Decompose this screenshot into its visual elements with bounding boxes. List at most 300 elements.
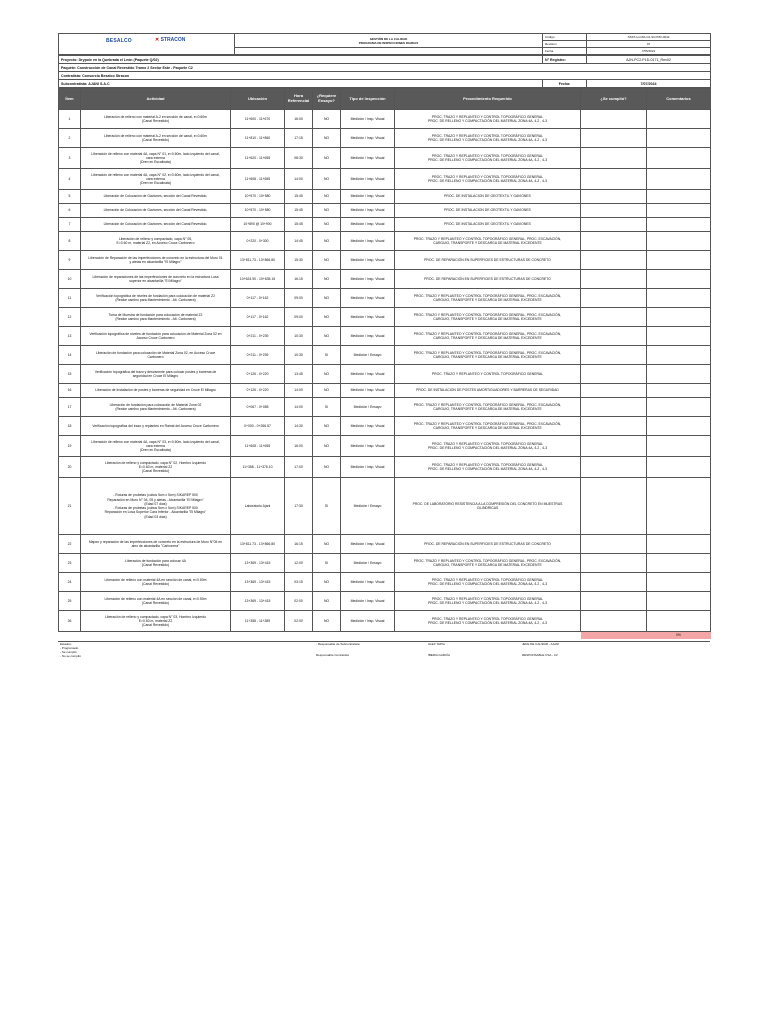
row-se-cumplio (581, 251, 647, 270)
row-se-cumplio (581, 148, 647, 169)
row-item: 21 (59, 478, 81, 535)
row-se-cumplio (581, 204, 647, 218)
row-se-cumplio (581, 457, 647, 478)
row-comentarios (647, 436, 711, 457)
row-comentarios (647, 346, 711, 365)
row-actividad: Liberación de fundación para colocación de Material Zona 02, en Acceso Cruce Carbonero (81, 346, 231, 365)
row-tipo-inspeccion: Medición / Insp. Visual (341, 218, 395, 232)
row-actividad: Verificación topográfica de niveles de fundación para colocación de material Z2 (Realce camino para Mantenimiento - Alt. Carbonera) (81, 289, 231, 308)
row-item: 14 (59, 346, 81, 365)
row-ubicacion: 10+570 - 10+580 (231, 204, 285, 218)
row-ubicacion: 11+358 - 11+389 (231, 611, 285, 632)
codigo-value: SSST-H-CPA-C2-SGYPR-0042 (587, 34, 711, 41)
resp-con-role: RESPONSABLE CSA - C2 (522, 653, 558, 657)
row-actividad: Liberación de Colocación de Gaviones, sección del Canal Revestido. (81, 204, 231, 218)
row-hora: 14:00 (285, 384, 313, 398)
resp-names (426, 642, 520, 659)
row-hora: 17:00 (285, 457, 313, 478)
row-ubicacion: 13+369 - 13+415 (231, 592, 285, 611)
row-ubicacion: 13+369 - 13+415 (231, 573, 285, 592)
resp-con-name: IBERIA GARCÍA (428, 653, 451, 657)
row-procedimiento: PROC. DE INSTALACION DE GEOTEXTIL Y GAVIONES (395, 190, 581, 204)
row-se-cumplio (581, 436, 647, 457)
table-header-row (59, 89, 711, 110)
row-comentarios (647, 384, 711, 398)
row-actividad: Liberación de relleno con material 4A, capa N° 02, e=0.60m, lado izquierdo del canal, cara externa (Dren en Escalinata) (81, 169, 231, 190)
row-actividad: Verificación topográfica del trazo y replanteo en Ramal del Acceso Cruce Carbonero (81, 417, 231, 436)
revision-value: 07 (587, 41, 711, 48)
row-se-cumplio (581, 417, 647, 436)
row-se-cumplio (581, 554, 647, 573)
row-comentarios (647, 289, 711, 308)
row-comentarios (647, 365, 711, 384)
row-hora: 15:45 (285, 218, 313, 232)
row-item: 11 (59, 289, 81, 308)
row-hora: 02:00 (285, 592, 313, 611)
row-actividad: Liberación de relleno con material 4A, capa N° 01, e=0.60m, lado izquierdo del canal, cara externa (Dren en Escalinata) (81, 148, 231, 169)
row-hora: 17:30 (285, 478, 313, 535)
row-actividad: Liberación de fundación para colocación de Material Zona 02 (Realce camino para Mantenimiento - Alt. Carbonera) (81, 398, 231, 417)
resp-labels (314, 642, 426, 659)
col-tipo-inspeccion: Tipo de Inspección (341, 89, 395, 110)
table-row (59, 611, 711, 632)
row-actividad: Liberación de relleno con material 4A, capa N° 03, e=0.60m, lado izquierdo del canal, cara externa (Dren en Escalinata) (81, 436, 231, 457)
row-ubicacion: 0+117 - 0+162 (231, 308, 285, 327)
resp-roles (520, 642, 710, 659)
row-tipo-inspeccion: Medición / Insp. Visual (341, 270, 395, 289)
row-actividad: Liberación de relleno y compactado, capa N° 05, E=0.60 m, material Z2, en Acceso Cruce Carbonero (81, 232, 231, 251)
row-hora: 16:15 (285, 535, 313, 554)
row-ubicacion: 11+608 - 11+655 (231, 169, 285, 190)
fecha-value: 7/05/2021 (587, 48, 711, 55)
row-se-cumplio (581, 129, 647, 148)
row-tipo-inspeccion: Medición / Ensayo (341, 346, 395, 365)
row-se-cumplio (581, 308, 647, 327)
row-ubicacion: 13+811.73 - 13+866.80 (231, 251, 285, 270)
resp-sub-label: - Responsable de Subcontratista (316, 642, 360, 646)
table-row (59, 478, 711, 535)
table-row (59, 592, 711, 611)
row-requiere-ensayo: NO (313, 308, 341, 327)
table-row (59, 169, 711, 190)
row-tipo-inspeccion: Medición / Insp. Visual (341, 384, 395, 398)
row-comentarios (647, 308, 711, 327)
row-se-cumplio (581, 169, 647, 190)
row-procedimiento: PROC. TRAZO Y REPLANTEO Y CONTROL TOPOGRÁFICO GENERAL PROC. DE RELLENO Y COMPACTACIÓN DEL MATERIAL ZONA 4A, 4-2 , 4-3 (395, 611, 581, 632)
row-comentarios (647, 190, 711, 204)
row-comentarios (647, 417, 711, 436)
header-blank (235, 48, 543, 55)
col-procedimiento: Procedimiento Requerido (395, 89, 581, 110)
resp-sub-name: ALEX TAPIA (428, 642, 445, 646)
row-requiere-ensayo: NO (313, 457, 341, 478)
row-actividad: Liberación de relleno con material A-2 en sección de canal, e=0.60m (Canal Revestido) (81, 110, 231, 129)
table-row (59, 218, 711, 232)
row-item: 23 (59, 554, 81, 573)
row-hora: 10:30 (285, 346, 313, 365)
row-requiere-ensayo: SI (313, 346, 341, 365)
row-item: 1 (59, 110, 81, 129)
row-hora: 09:00 (285, 308, 313, 327)
row-se-cumplio (581, 232, 647, 251)
registro-label: N° Registro: (543, 56, 587, 64)
row-tipo-inspeccion: Medición / Insp. Visual (341, 365, 395, 384)
table-row (59, 398, 711, 417)
row-tipo-inspeccion: Medición / Insp. Visual (341, 232, 395, 251)
codigo-label: Código (543, 34, 587, 41)
table-row (59, 232, 711, 251)
table-row (59, 436, 711, 457)
row-requiere-ensayo: NO (313, 110, 341, 129)
row-item: 5 (59, 190, 81, 204)
row-requiere-ensayo: SI (313, 478, 341, 535)
row-comentarios (647, 232, 711, 251)
col-se-cumplio: ¿Se cumplió? (581, 89, 647, 110)
row-se-cumplio (581, 365, 647, 384)
row-tipo-inspeccion: Medición / Insp. Visual (341, 251, 395, 270)
paquete: Paquete: Construcción de Canal Revestido Tramo 2 Sector Este - Paquete C2 (59, 64, 711, 72)
table-row (59, 148, 711, 169)
row-tipo-inspeccion: Medición / Insp. Visual (341, 327, 395, 346)
row-item: 10 (59, 270, 81, 289)
col-comentarios: Comentarios (647, 89, 711, 110)
table-body (59, 110, 711, 632)
row-procedimiento: PROC. TRAZO Y REPLANTEO Y CONTROL TOPOGRÁFICO GENERAL PROC. DE RELLENO Y COMPACTACIÓN DEL MATERIAL ZONA 4A, 4-2 , 4-3 (395, 436, 581, 457)
row-tipo-inspeccion: Medición / Insp. Visual (341, 190, 395, 204)
row-requiere-ensayo: NO (313, 169, 341, 190)
row-hora: 15:45 (285, 204, 313, 218)
row-hora: 14:45 (285, 232, 313, 251)
table-row (59, 270, 711, 289)
summary-percent: 0% (647, 632, 711, 640)
row-tipo-inspeccion: Medición / Insp. Visual (341, 129, 395, 148)
row-procedimiento: PROC. TRAZO Y REPLANTEO Y CONTROL TOPOGRÁFICO GENERAL, PROC. EXCAVACIÓN, CARGUIO, TRANSPORTE Y DESCARGA DE MATERIAL EXCEDENTE (395, 398, 581, 417)
table-row (59, 129, 711, 148)
row-comentarios (647, 169, 711, 190)
row-comentarios (647, 573, 711, 592)
row-item: 7 (59, 218, 81, 232)
row-actividad: Liberación de relleno con material A-2 en sección de canal, e=0.60m (Canal Revestido) (81, 129, 231, 148)
estado-no-cumplio: - No se cumplió (60, 654, 81, 658)
table-row (59, 417, 711, 436)
row-procedimiento: PROC. TRAZO Y REPLANTEO Y CONTROL TOPOGRÁFICO GENERAL, PROC. EXCAVACIÓN, CARGUIO, TRANSPORTE Y DESCARGA DE MATERIAL EXCEDENTE (395, 289, 581, 308)
row-ubicacion: 0+117 - 0+162 (231, 289, 285, 308)
inspection-table (58, 88, 711, 639)
row-requiere-ensayo: NO (313, 270, 341, 289)
row-tipo-inspeccion: Medición / Insp. Visual (341, 148, 395, 169)
row-procedimiento: PROC. TRAZO Y REPLANTEO Y CONTROL TOPOGRÁFICO GENERAL, PROC. EXCAVACIÓN, CARGUIO, TRANSPORTE Y DESCARGA DE MATERIAL EXCEDENTE (395, 308, 581, 327)
row-actividad: Liberación de relleno con material 4A en sección de canal, e=0.50m (Canal Revestido) (81, 573, 231, 592)
row-se-cumplio (581, 289, 647, 308)
table-row (59, 554, 711, 573)
row-tipo-inspeccion: Medición / Insp. Visual (341, 169, 395, 190)
row-item: 24 (59, 573, 81, 592)
row-se-cumplio (581, 327, 647, 346)
estados-title: Estados: (60, 642, 72, 646)
row-hora: 10:30 (285, 327, 313, 346)
table-row (59, 110, 711, 129)
row-requiere-ensayo: NO (313, 365, 341, 384)
row-comentarios (647, 270, 711, 289)
row-se-cumplio (581, 218, 647, 232)
table-row (59, 308, 711, 327)
row-actividad: Liberación de relleno con material 4A en sección de canal, e=0.50m (Canal Revestido) (81, 592, 231, 611)
row-comentarios (647, 148, 711, 169)
document-header (58, 33, 711, 55)
row-tipo-inspeccion: Medición / Insp. Visual (341, 573, 395, 592)
row-se-cumplio (581, 398, 647, 417)
summary-spacer (59, 632, 581, 640)
row-procedimiento: PROC. TRAZO Y REPLANTEO Y CONTROL TOPOGRÁFICO GENERAL PROC. DE RELLENO Y COMPACTACIÓN DEL MATERIAL ZONA 4A, 4-2 , 4-3 (395, 148, 581, 169)
header-title-1: GESTIÓN DE LA CALIDAD (369, 36, 408, 41)
row-requiere-ensayo: NO (313, 251, 341, 270)
row-se-cumplio (581, 573, 647, 592)
row-tipo-inspeccion: Medición / Insp. Visual (341, 535, 395, 554)
row-comentarios (647, 592, 711, 611)
resp-con-label: Responsable Contratista (316, 653, 349, 657)
row-procedimiento: PROC. TRAZO Y REPLANTEO Y CONTROL TOPOGRÁFICO GENERAL (395, 365, 581, 384)
row-ubicacion: 13+811.73 - 13+866.80 (231, 535, 285, 554)
row-ubicacion: 0+220 - 0+300 (231, 232, 285, 251)
row-ubicacion: 0+211 - 0+239 (231, 327, 285, 346)
row-actividad: Liberación de Reparación de las imperfecciones de concreto en la estructura del Muro 01 y aletas en alcantarilla "El Milagro" (81, 251, 231, 270)
contratista: Contratista: Consorcio Besalco Stracon (59, 72, 711, 80)
row-procedimiento: PROC. TRAZO Y REPLANTEO Y CONTROL TOPOGRÁFICO GENERAL PROC. DE RELLENO Y COMPACTACIÓN DEL MATERIAL ZONA 4A, 4-2 , 4-3 (395, 457, 581, 478)
row-se-cumplio (581, 611, 647, 632)
row-comentarios (647, 478, 711, 535)
row-ubicacion: Laboratorio Ajani (231, 478, 285, 535)
row-tipo-inspeccion: Medición / Insp. Visual (341, 289, 395, 308)
row-hora: 02:00 (285, 611, 313, 632)
row-requiere-ensayo: NO (313, 204, 341, 218)
row-se-cumplio (581, 592, 647, 611)
row-actividad: Liberación de fundación para colocar 4A (Canal Revestido) (81, 554, 231, 573)
row-item: 17 (59, 398, 81, 417)
row-requiere-ensayo: NO (313, 535, 341, 554)
row-hora: 09:00 (285, 289, 313, 308)
row-tipo-inspeccion: Medición / Insp. Visual (341, 592, 395, 611)
row-ubicacion: 11+600 - 11+670 (231, 110, 285, 129)
table-row (59, 204, 711, 218)
row-ubicacion: 10+890 @ 10+900 (231, 218, 285, 232)
row-requiere-ensayo: NO (313, 417, 341, 436)
row-procedimiento: PROC. DE INSTALACION DE POSTES AMORTIGUADORES Y BARRERAS DE SEGURIDAD (395, 384, 581, 398)
date-value: 7/07/2024 (587, 80, 711, 88)
row-ubicacion: 11+810 - 11+860 (231, 129, 285, 148)
row-requiere-ensayo: NO (313, 436, 341, 457)
row-item: 26 (59, 611, 81, 632)
row-comentarios (647, 535, 711, 554)
table-row (59, 384, 711, 398)
row-procedimiento: PROC. DE INSTALACION DE GEOTEXTIL Y GAVIONES (395, 218, 581, 232)
row-se-cumplio (581, 478, 647, 535)
row-requiere-ensayo: NO (313, 232, 341, 251)
row-item: 16 (59, 384, 81, 398)
row-se-cumplio (581, 535, 647, 554)
row-actividad: Mapeo y reparación de las imperfecciones de concreto en la estructura de Muro N°05 en aleo de alcantarilla "Carbonera" (81, 535, 231, 554)
row-requiere-ensayo: NO (313, 611, 341, 632)
estado-se-cumplio: - Se cumplió (60, 650, 77, 654)
row-hora: 13:45 (285, 365, 313, 384)
row-comentarios (647, 457, 711, 478)
company-logos (59, 34, 235, 55)
table-row (59, 289, 711, 308)
row-procedimiento: PROC. TRAZO Y REPLANTEO Y CONTROL TOPOGRÁFICO GENERAL PROC. DE RELLENO Y COMPACTACIÓN DEL MATERIAL ZONA 4A, 4-2 , 4-3 (395, 129, 581, 148)
row-hora: 17:15 (285, 129, 313, 148)
col-item: Ítem (59, 89, 81, 110)
row-procedimiento: PROC. TRAZO Y REPLANTEO Y CONTROL TOPOGRÁFICO GENERAL PROC. DE RELLENO Y COMPACTACIÓN DEL MATERIAL ZONA 4A, 4-2 , 4-3 (395, 573, 581, 592)
row-item: 9 (59, 251, 81, 270)
row-tipo-inspeccion: Medición / Ensayo (341, 398, 395, 417)
row-ubicacion: 11+358 - 11+376.10 (231, 457, 285, 478)
row-procedimiento: PROC. TRAZO Y REPLANTEO Y CONTROL TOPOGRÁFICO GENERAL PROC. DE RELLENO Y COMPACTACIÓN DEL MATERIAL ZONA 4A, 4-2 , 4-3 (395, 110, 581, 129)
table-row (59, 365, 711, 384)
header-title (235, 34, 543, 48)
row-actividad: Liberación de Colocación de Gaviones, sección del Canal Revestido. (81, 190, 231, 204)
row-comentarios (647, 611, 711, 632)
fecha-label: Fecha (543, 48, 587, 55)
row-tipo-inspeccion: Medición / Insp. Visual (341, 611, 395, 632)
row-hora: 16:15 (285, 270, 313, 289)
row-actividad: - Roturas de probetas (cubos 5cm x 5cm) SIKAREP 500 Reparación en Muro N° 04, 05 y aletas - Alcantarilla "El Milagro" (Edad 07 días) - Roturas de probetas (cubos 5cm x 5cm) SIKAREP 500 Reparación en Losa Superior Cara Inferior - Alcantarilla "El Milagro" (Edad 03 días) (81, 478, 231, 535)
row-requiere-ensayo: SI (313, 398, 341, 417)
row-tipo-inspeccion: Medición / Insp. Visual (341, 308, 395, 327)
header-title-2: PROGRAMA DE INSPECCIONES DIARIAS (358, 40, 419, 45)
row-actividad: Liberación de Instalación de postes y barreras de seguridad en Cruce El Milagro (81, 384, 231, 398)
row-se-cumplio (581, 346, 647, 365)
row-procedimiento: PROC. TRAZO Y REPLANTEO Y CONTROL TOPOGRÁFICO GENERAL PROC. DE RELLENO Y COMPACTACIÓN DEL MATERIAL ZONA 4A, 4-2 , 4-3 (395, 169, 581, 190)
row-procedimiento: PROC. DE REPARACIÓN EN SUPERFICIES DE ESTRUCTURAS DE CONCRETO (395, 251, 581, 270)
row-tipo-inspeccion: Medición / Ensayo (341, 478, 395, 535)
row-hora: 14:00 (285, 398, 313, 417)
row-ubicacion: 0+126 - 0+220 (231, 384, 285, 398)
col-actividad: Actividad (81, 89, 231, 110)
table-row (59, 346, 711, 365)
row-item: 2 (59, 129, 81, 148)
row-hora: 08:30 (285, 148, 313, 169)
table-row (59, 251, 711, 270)
row-ubicacion: 11+620 - 11+655 (231, 148, 285, 169)
row-item: 19 (59, 436, 81, 457)
row-ubicacion: 13+369 - 13+415 (231, 554, 285, 573)
estados-label (58, 642, 314, 659)
row-procedimiento: PROC. TRAZO Y REPLANTEO Y CONTROL TOPOGRÁFICO GENERAL PROC. DE RELLENO Y COMPACTACIÓN DEL MATERIAL ZONA 4A, 4-2 , 4-3 (395, 592, 581, 611)
row-item: 3 (59, 148, 81, 169)
row-tipo-inspeccion: Medición / Insp. Visual (341, 204, 395, 218)
row-ubicacion: 0+067 - 0+085 (231, 398, 285, 417)
row-requiere-ensayo: SI (313, 554, 341, 573)
row-item: 8 (59, 232, 81, 251)
row-procedimiento: PROC. DE REPARACIÓN EN SUPERFICIES DE ESTRUCTURAS DE CONCRETO (395, 535, 581, 554)
subcontratista: Subcontratista: AJANI S.A.C (59, 80, 543, 88)
table-row (59, 535, 711, 554)
row-hora: 03:15 (285, 573, 313, 592)
row-actividad: Liberación de relleno y compactado, capa N° 02, Hombro Izquierdo E=0.60 m, material Z2 (Canal Revestido) (81, 457, 231, 478)
row-hora: 15:30 (285, 251, 313, 270)
col-requiere-ensayo: ¿Requiere Ensayo? (313, 89, 341, 110)
row-comentarios (647, 110, 711, 129)
row-hora: 12:00 (285, 554, 313, 573)
row-procedimiento: PROC. TRAZO Y REPLANTEO Y CONTROL TOPOGRÁFICO GENERAL, PROC. EXCAVACIÓN, CARGUIO, TRANSPORTE Y DESCARGA DE MATERIAL EXCEDENTE (395, 232, 581, 251)
summary-blank (581, 632, 647, 640)
row-actividad: Liberación de relleno y compactado, capa N° 03, Hombro Izquierdo E=0.60 m, material Z2 (Canal Revestido) (81, 611, 231, 632)
row-comentarios (647, 554, 711, 573)
table-row (59, 457, 711, 478)
row-procedimiento: PROC. TRAZO Y REPLANTEO Y CONTROL TOPOGRÁFICO GENERAL, PROC. EXCAVACIÓN, CARGUIO, TRANSPORTE Y DESCARGA DE MATERIAL EXCEDENTE (395, 554, 581, 573)
row-requiere-ensayo: NO (313, 384, 341, 398)
resp-sub-role: JEFE DE CALIDAD - AJANI (522, 642, 560, 646)
row-ubicacion: 0+211 - 0+239 (231, 346, 285, 365)
proyecto: Proyecto: Drypoie en la Quebrada el León (Paquete Q/02) (59, 56, 543, 64)
row-tipo-inspeccion: Medición / Insp. Visual (341, 110, 395, 129)
row-ubicacion: 0+000 - 0+266.57 (231, 417, 285, 436)
row-comentarios (647, 129, 711, 148)
row-hora: 16:00 (285, 110, 313, 129)
project-info (58, 55, 711, 88)
row-actividad: Toma de Muestra de fundación para colocación de material Z2 (Realce camino para Mantenimiento - Alt. Carbonera) (81, 308, 231, 327)
revision-label: Revisión (543, 41, 587, 48)
table-row (59, 190, 711, 204)
row-actividad: Verificación topográfica del trazo y desvanente para colocar postes y barreras de seguridad en Cruce El Milagro (81, 365, 231, 384)
summary-row (59, 632, 711, 640)
row-item: 13 (59, 327, 81, 346)
row-item: 15 (59, 365, 81, 384)
row-tipo-inspeccion: Medición / Insp. Visual (341, 457, 395, 478)
inspection-sheet (58, 33, 710, 658)
row-requiere-ensayo: NO (313, 289, 341, 308)
row-procedimiento: PROC. DE REPARACIÓN EN SUPERFICIES DE ESTRUCTURAS DE CONCRETO (395, 270, 581, 289)
row-comentarios (647, 398, 711, 417)
registro-value: AJN-PC2-PLD-0171_Rev02 (587, 56, 711, 64)
row-hora: 14:00 (285, 169, 313, 190)
stracon-logo: ✕ STRACON (155, 37, 186, 43)
row-hora: 14:30 (285, 417, 313, 436)
row-comentarios (647, 327, 711, 346)
row-procedimiento: PROC. DE INSTALACION DE GEOTEXTIL Y GAVIONES (395, 204, 581, 218)
row-procedimiento: PROC. DE LABORATORIO RESISTENCIA A LA COMPRESIÓN DEL CONCRETO EN MUESTRAS CILINDRICAS (395, 478, 581, 535)
row-item: 12 (59, 308, 81, 327)
row-item: 22 (59, 535, 81, 554)
row-se-cumplio (581, 270, 647, 289)
col-ubicacion: Ubicación (231, 89, 285, 110)
row-item: 25 (59, 592, 81, 611)
row-comentarios (647, 218, 711, 232)
row-requiere-ensayo: NO (313, 148, 341, 169)
row-tipo-inspeccion: Medición / Insp. Visual (341, 417, 395, 436)
row-procedimiento: PROC. TRAZO Y REPLANTEO Y CONTROL TOPOGRÁFICO GENERAL, PROC. EXCAVACIÓN, CARGUIO, TRANSPORTE Y DESCARGA DE MATERIAL EXCEDENTE (395, 417, 581, 436)
row-ubicacion: 11+608 - 11+655 (231, 436, 285, 457)
table-row (59, 327, 711, 346)
table-row (59, 573, 711, 592)
row-requiere-ensayo: NO (313, 190, 341, 204)
row-item: 4 (59, 169, 81, 190)
signature-footer (58, 641, 710, 658)
row-se-cumplio (581, 384, 647, 398)
row-actividad: Verificación topográfica de niveles de fundación para colocación de Material Zona 02 en Acceso Cruce Carbonero (81, 327, 231, 346)
row-tipo-inspeccion: Medición / Insp. Visual (341, 436, 395, 457)
row-actividad: Liberación de Colocación de Gaviones, sección del Canal Revestido. (81, 218, 231, 232)
besalco-logo: BESALCO (106, 38, 132, 44)
row-item: 6 (59, 204, 81, 218)
row-ubicacion: 10+624.90 - 10+635.15 (231, 270, 285, 289)
row-requiere-ensayo: NO (313, 592, 341, 611)
row-hora: 15:45 (285, 190, 313, 204)
row-se-cumplio (581, 190, 647, 204)
estado-programado: - Programado (60, 646, 79, 650)
row-comentarios (647, 204, 711, 218)
col-hora: Hora Referencial (285, 89, 313, 110)
row-item: 18 (59, 417, 81, 436)
